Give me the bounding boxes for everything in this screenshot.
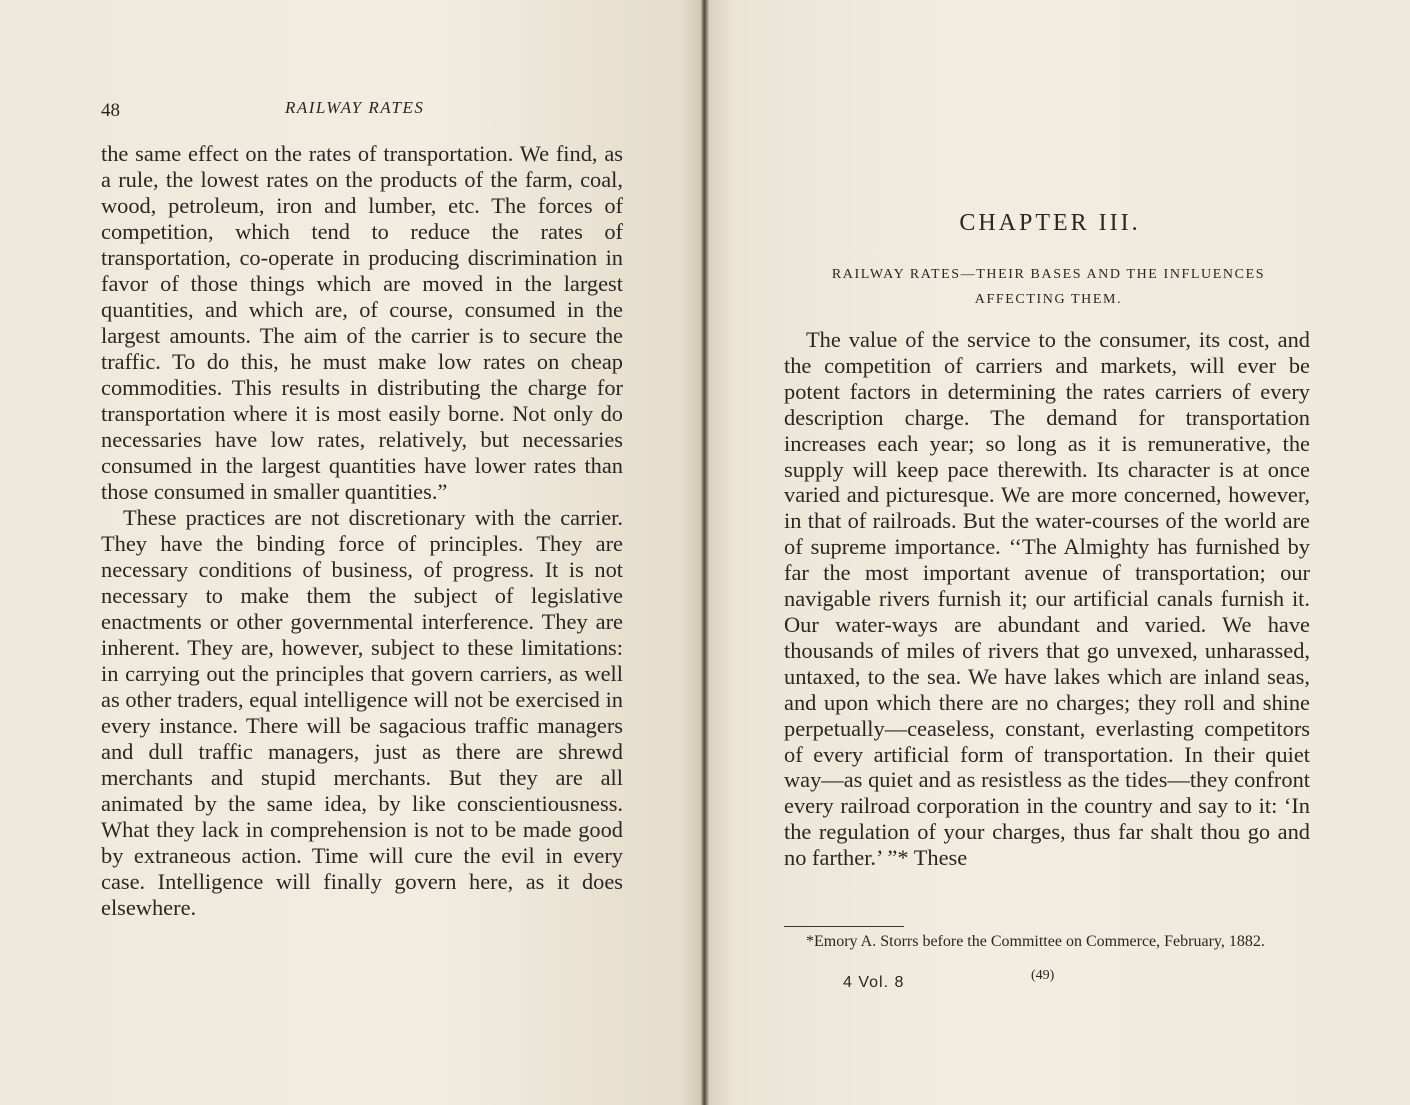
paragraph: the same effect on the rates of transportation. We find, as a rule, the lowest rates on the products of the farm, coal, wood, petroleum, iron and lumber, etc. The forces of competition, which tend to reduce the rates of transportation, co-operate in producing discrimination in favor of those things which are moved in the largest quantities, and which are, of course, consumed in the largest amounts. The aim of the carrier is to secure the traffic. To do this, he must make low rates on cheap commodities. This results in distributing the charge for transportation where it is most easily borne. Not only do necessaries have low rates, relatively, but necessaries consumed in the largest quantities have lower rates than those consumed in smaller quantities.” <box>101 141 623 504</box>
signature-mark: 4 Vol. 8 <box>843 974 905 991</box>
paragraph: These practices are not discretionary with the carrier. They have the binding force of principles. They are necessary conditions of business, of progress. It is not necessary to make them the subject of legislative enactments or other governmental interference. They are inherent. They are, however, subject to these limitations: in carrying out the principles that govern carriers, as well as other traders, equal intelligence will not be exercised in every instance. There will be sagacious traffic managers and dull traffic managers, just as there are shrewd merchants and stupid merchants. But they are all animated by the same idea, by like conscientiousness. What they lack in comprehension is not to be made good by extraneous action. Time will cure the evil in every case. Intelligence will finally govern here, as it does elsewhere. <box>101 505 623 920</box>
page-folio: (49) <box>1031 968 1055 983</box>
running-head <box>101 98 623 124</box>
paragraph: The value of the service to the consumer, its cost, and the competition of carriers and markets, will ever be potent factors in determining the rates carriers of every description charge. The demand for transportation increases each year; so long as it is remunerative, the supply will keep pace therewith. Its character is at once varied and picturesque. We are more concerned, however, in that of railroads. But the water-courses of the world are of supreme importance. ‘‘The Almighty has furnished by far the most important avenue of transportation; our navigable rivers furnish it; our artificial canals furnish it. Our water-ways are abundant and varied. We have thousands of miles of rivers that go unvexed, unharassed, untaxed, to the sea. We have lakes which are inland seas, and upon which there are no charges; they roll and shine perpetually—ceaseless, constant, everlasting competitors of every artificial form of transportation. In their quiet way—as quiet and as resistless as the tides—they confront every railroad corporation in the country and say to it: ‘In the regulation of your charges, thus far shalt thou go and no farther.’ ”* These <box>784 327 1310 871</box>
running-title: RAILWAY RATES <box>285 98 425 117</box>
right-body-text <box>784 327 1310 871</box>
page-number: 48 <box>101 100 120 121</box>
chapter-title: CHAPTER III. <box>959 210 1141 236</box>
left-body-text <box>101 141 623 921</box>
footnote: *Emory A. Storrs before the Committee on Commerce, February, 1882. <box>806 933 1265 950</box>
footnote-rule <box>784 926 904 927</box>
book-gutter <box>701 0 709 1105</box>
chapter-subtitle: RAILWAY RATES—THEIR BASES AND THE INFLUENCES AFFECTING THEM. <box>831 267 1266 307</box>
